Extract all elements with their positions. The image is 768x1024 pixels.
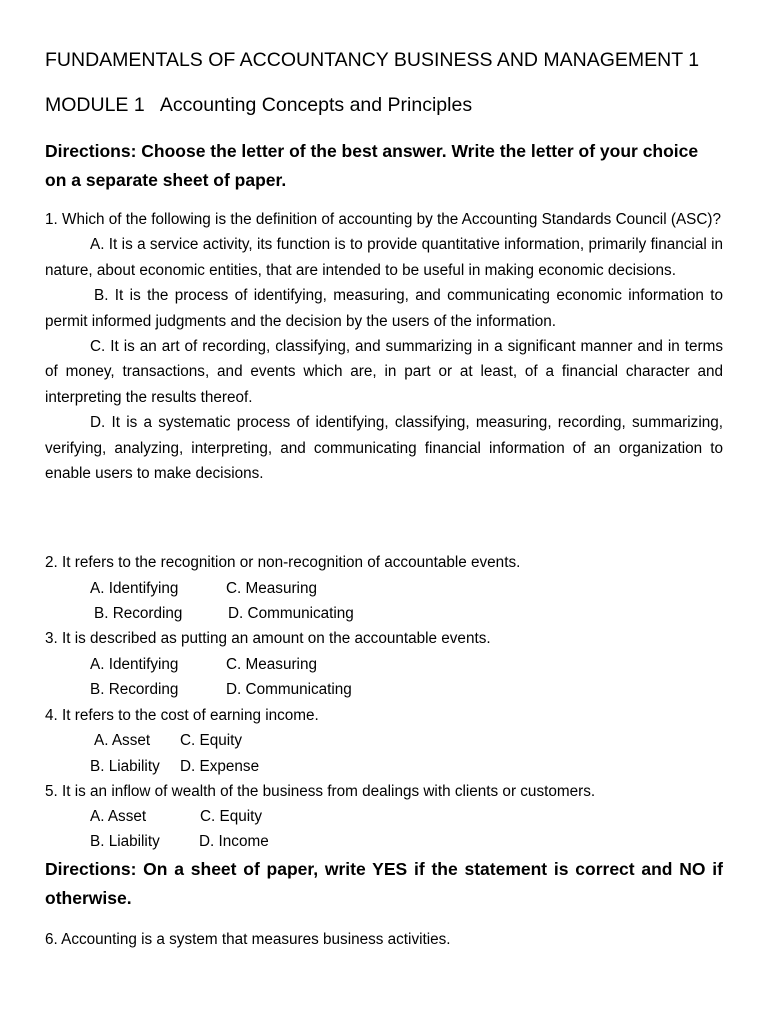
question-3-stem: 3. It is described as putting an amount on the accountable events.	[45, 630, 491, 647]
question-3-option-d: D. Communicating	[226, 681, 352, 698]
question-4-option-a: A. Asset	[94, 732, 151, 749]
question-2-option-a: A. Identifying	[90, 580, 179, 597]
question-6-stem: 6. Accounting is a system that measures business activities.	[45, 931, 451, 948]
question-2-option-d: D. Communicating	[228, 605, 354, 622]
directions-yes-no: Directions: On a sheet of paper, write YES if the statement is correct and NO if otherwise.	[45, 859, 723, 908]
question-2-option-b: B. Recording	[94, 605, 183, 622]
question-1-option-b: B. It is the process of identifying, measuring, and communicating economic information to permit informed judgments and the decision by the users of the information.	[45, 287, 723, 330]
question-3-option-c: C. Measuring	[226, 656, 317, 673]
module-name: Accounting Concepts and Principles	[159, 94, 473, 116]
question-2-stem: 2. It refers to the recognition or non-recognition of accountable events.	[45, 554, 521, 571]
question-5-option-d: D. Income	[199, 833, 269, 850]
question-1-option-a: A. It is a service activity, its function is to provide quantitative information, primarily financial in nature, about economic entities, that are intended to be useful in making economic decisions.	[45, 236, 723, 279]
directions-multiple-choice: Directions: Choose the letter of the best answer. Write the letter of your choice on a separate sheet of paper.	[45, 141, 699, 190]
question-4-option-b: B. Liability	[90, 758, 160, 775]
module-heading	[45, 94, 472, 117]
question-stem: 1. Which of the following is the definition of accounting by the Accounting Standards Council (ASC)?	[45, 211, 721, 228]
question-1-option-c: C. It is an art of recording, classifying, and summarizing in a significant manner and in terms of money, transactions, and events which are, in part or at least, of a financial character and interpreting the results thereof.	[45, 338, 723, 406]
question-1	[45, 207, 723, 486]
question-2-option-c: C. Measuring	[226, 580, 317, 597]
question-3-option-a: A. Identifying	[90, 656, 179, 673]
question-4-option-d: D. Expense	[180, 758, 260, 775]
question-5-stem: 5. It is an inflow of wealth of the business from dealings with clients or customers.	[45, 783, 596, 800]
question-1-option-d: D. It is a systematic process of identifying, classifying, measuring, recording, summarizing, verifying, analyzing, interpreting, and communicating financial information of an organization to enable users to make decisions.	[45, 414, 723, 483]
question-5-option-c: C. Equity	[200, 808, 263, 825]
module-label: MODULE 1	[45, 94, 145, 116]
document-title: FUNDAMENTALS OF ACCOUNTANCY BUSINESS AND MANAGEMENT 1	[45, 49, 700, 71]
question-5-option-b: B. Liability	[90, 833, 160, 850]
question-4-stem: 4. It refers to the cost of earning income.	[45, 707, 319, 724]
question-4-option-c: C. Equity	[180, 732, 243, 749]
question-5-option-a: A. Asset	[90, 808, 147, 825]
question-3-option-b: B. Recording	[90, 681, 179, 698]
